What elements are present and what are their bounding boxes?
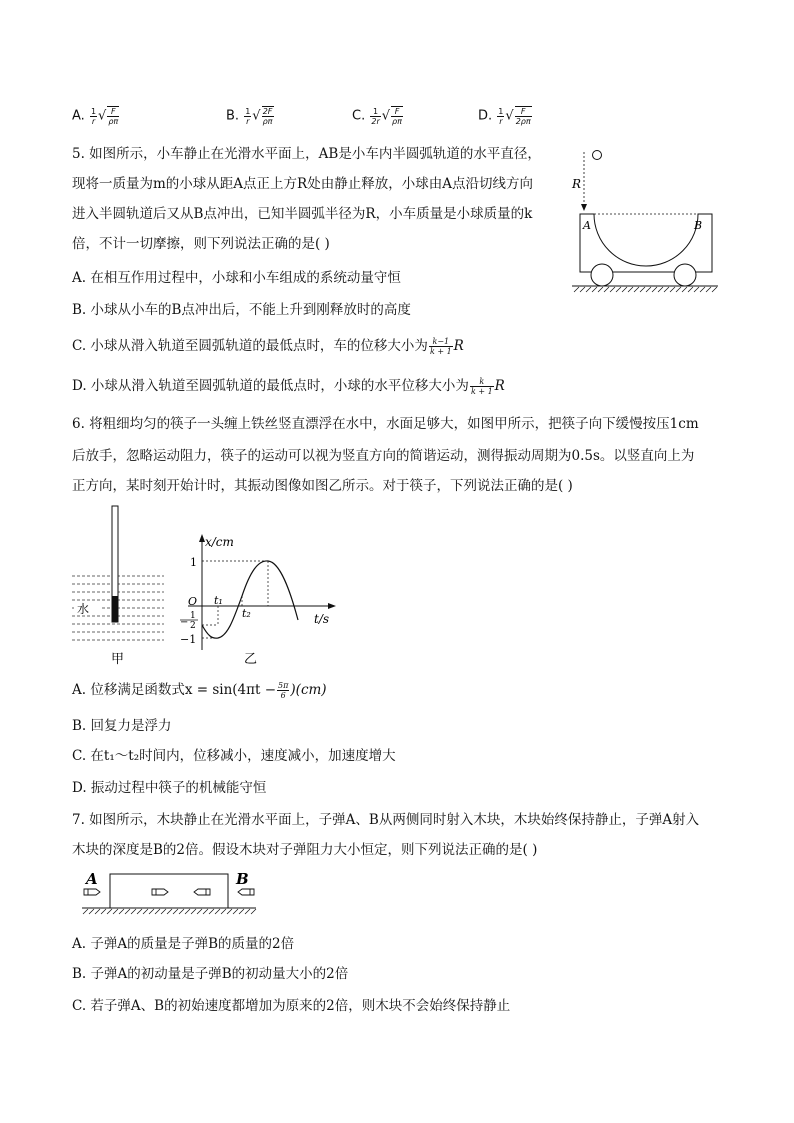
q5-stem-line: 进入半圆轨道后又从B点冲出，已知半圆弧半径为R，小车质量是小球质量的k — [72, 206, 533, 222]
q6-figure — [68, 500, 348, 672]
t1-label: t₁ — [214, 594, 223, 607]
q5-stem-line: 倍，不计一切摩擦，则下列说法正确的是( ) — [72, 236, 330, 252]
q7-stem-line: 木块的深度是B的2倍。假设木块对子弹阻力大小恒定，则下列说法正确的是( ) — [72, 842, 538, 858]
q4-option-c: C. $\frac{1}{2r}$ √ $\frac{F}{\rho\pi}$ — [352, 106, 402, 126]
oscillation-graph — [180, 534, 336, 667]
bullet-b-inside-icon — [194, 889, 210, 895]
q5-option-a: A. 在相互作用过程中，小球和小车组成的系统动量守恒 — [72, 270, 401, 286]
bullet-a-icon — [84, 889, 100, 895]
q6-option-a: A. 位移满足函数式x = sin(4πt − $\frac{5\pi}{6}$ )(cm) — [72, 681, 327, 700]
bullet-a-inside-icon — [152, 889, 168, 895]
q5-option-d: D. 小球从滑入轨道至圆弧轨道的最低点时，小球的水平位移大小为 $\frac{k}{k + 1}$ R — [72, 377, 505, 396]
label-r: R — [572, 177, 582, 191]
q5-stem-line: 5. 如图所示，小车静止在光滑水平面上，AB是小车内半圆弧轨道的水平直径， — [72, 146, 541, 162]
chopstick-water-diagram — [72, 506, 164, 667]
label-b: B — [236, 870, 249, 888]
label-a: A — [583, 219, 591, 232]
q5-cart-figure — [566, 140, 726, 300]
q7-stem-line: 7. 如图所示，木块静止在光滑水平面上，子弹A、B从两侧同时射入木块，木块始终保持静止，子弹A射入 — [72, 812, 700, 828]
t2-label: t₂ — [242, 607, 251, 620]
caption-yi: 乙 — [244, 652, 258, 667]
q6-option-d: D. 振动过程中筷子的机械能守恒 — [72, 780, 267, 796]
q7-option-c: C. 若子弹A、B的初始速度都增加为原来的2倍，则木块不会始终保持静止 — [72, 998, 511, 1014]
label-b: B — [694, 219, 703, 232]
q5-option-c: C. 小球从滑入轨道至圆弧轨道的最低点时，车的位移大小为 $\frac{k-1}{k + 1}$ R — [72, 337, 464, 356]
q4-option-b: B. $\frac{1}{r}$ √ $\frac{2F}{\rho\pi}$ — [226, 106, 273, 126]
q6-option-c: C. 在t₁～t₂时间内，位移减小，速度减小，加速度增大 — [72, 748, 396, 764]
water-label: 水 — [77, 602, 90, 616]
tick-half-num: 1 — [190, 611, 196, 621]
q7-block-figure — [80, 866, 260, 926]
q7-option-b: B. 子弹A的初动量是子弹B的初动量大小的2倍 — [72, 966, 349, 982]
q6-stem-line: 正方向，某时刻开始计时，其振动图像如图乙所示。对于筷子，下列说法正确的是( ) — [72, 478, 573, 494]
q4-option-d: D. $\frac{1}{r}$ √ $\frac{F}{2\rho\pi}$ — [478, 106, 531, 126]
tick-1: 1 — [190, 556, 197, 569]
caption-jia: 甲 — [111, 652, 125, 667]
label-a: A — [86, 870, 98, 888]
q6-option-b: B. 回复力是浮力 — [72, 718, 172, 734]
q4-option-a: A. $\frac{1}{r}$ √ $\frac{F}{\rho\pi}$ — [72, 106, 119, 126]
x-axis-label: t/s — [314, 612, 330, 626]
q7-option-a: A. 子弹A的质量是子弹B的质量的2倍 — [72, 936, 295, 952]
q5-stem-line: 现将一质量为m的小球从距A点正上方R处由静止释放，小球由A点沿切线方向 — [72, 176, 533, 192]
ball-icon — [593, 151, 602, 160]
svg-text:−: − — [180, 617, 189, 628]
q5-option-b: B. 小球从小车的B点冲出后，不能上升到刚释放时的高度 — [72, 302, 411, 318]
q6-stem-line: 后放手，忽略运动阻力，筷子的运动可以视为竖直方向的简谐运动，测得振动周期为0.5s。以竖直向上为 — [72, 448, 695, 464]
bullet-b-icon — [238, 889, 254, 895]
origin-label: O — [188, 595, 198, 608]
y-axis-label: x/cm — [205, 535, 234, 549]
tick-half-den: 2 — [190, 621, 196, 631]
tick-neg1: −1 — [180, 633, 197, 646]
q6-stem-line: 6. 将粗细均匀的筷子一头缠上铁丝竖直漂浮在水中，水面足够大，如图甲所示，把筷子向下缓慢按压1cm — [72, 416, 699, 432]
